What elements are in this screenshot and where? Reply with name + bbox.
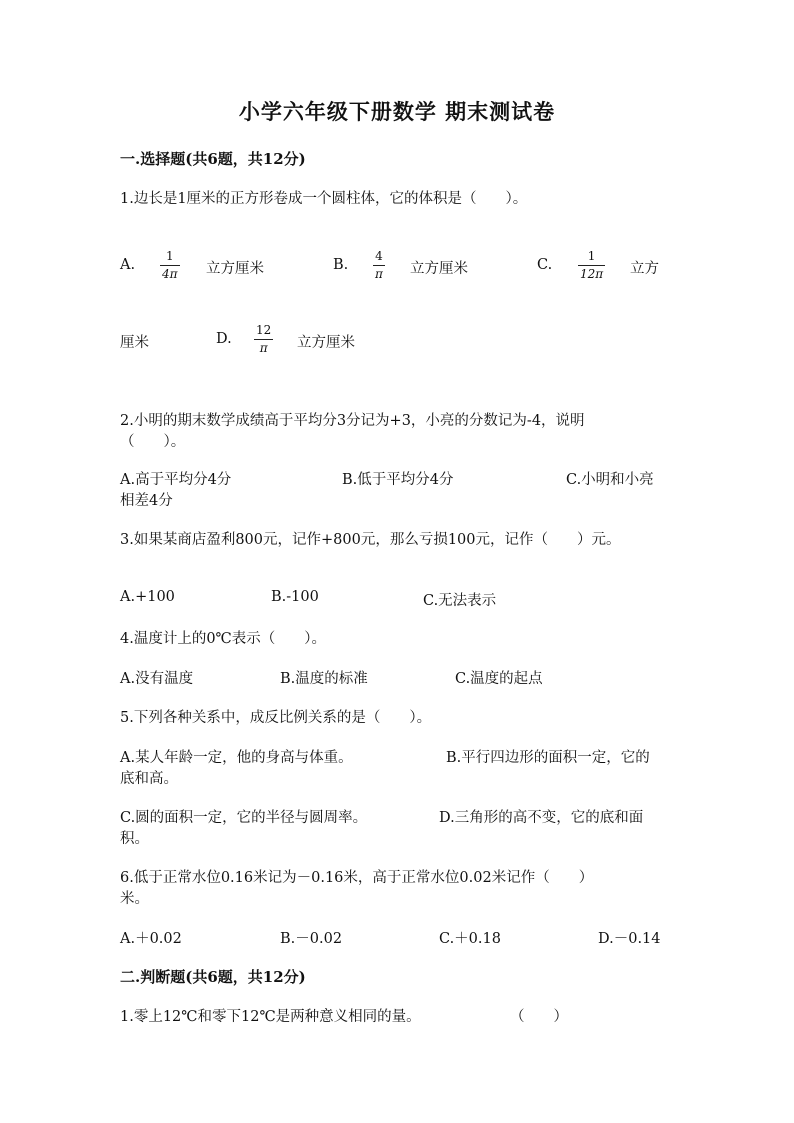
q6-option-d: D.－0.14 [598, 931, 661, 947]
q2-option-c-wrap: 相差4分 [120, 493, 173, 509]
q1-option-d-unit: 立方厘米 [297, 335, 355, 351]
question-1-stem: 1.边长是1厘米的正方形卷成一个圆柱体，它的体积是（ ）。 [120, 191, 528, 207]
question-2-stem: 2.小明的期末数学成绩高于平均分3分记为+3，小亮的分数记为-4，说明 [120, 413, 585, 429]
q1-option-c-wrap: 厘米 [120, 335, 149, 351]
q1-option-d-letter: D. [216, 331, 232, 347]
q3-option-b: B.-100 [271, 589, 319, 605]
q6-option-a: A.＋0.02 [120, 931, 182, 947]
fraction-denominator: π [259, 341, 268, 355]
q2-option-c: C.小明和小亮 [566, 472, 654, 488]
fraction-numerator: 4 [375, 249, 383, 263]
judgement-1-answer-blank: （ ） [510, 1009, 568, 1025]
q1-option-c-unit: 立方 [630, 261, 659, 277]
q1-option-d-fraction [254, 324, 273, 355]
fraction-numerator: 1 [165, 249, 174, 263]
fraction-bar [160, 265, 180, 266]
judgement-1-stem: 1.零上12℃和零下12℃是两种意义相同的量。 [120, 1009, 421, 1025]
q5-option-b: B.平行四边形的面积一定，它的 [446, 750, 650, 766]
fraction-bar [254, 339, 273, 340]
q1-option-c-letter: C. [537, 257, 553, 273]
fraction-bar [578, 265, 605, 266]
section-heading-judgement: 二.判断题(共6题，共12分) [120, 968, 306, 986]
q5-option-c: C.圆的面积一定，它的半径与圆周率。 [120, 810, 368, 826]
question-5-stem: 5.下列各种关系中，成反比例关系的是（ ）。 [120, 710, 432, 726]
fraction-denominator: π [375, 267, 383, 281]
fraction-numerator: 12 [256, 323, 272, 337]
question-3-stem: 3.如果某商店盈利800元，记作+800元，那么亏损100元，记作（ ）元。 [120, 532, 621, 548]
q6-option-c: C.＋0.18 [439, 931, 501, 947]
q1-option-b-unit: 立方厘米 [410, 261, 468, 277]
q6-option-b: B.－0.02 [280, 931, 343, 947]
q5-option-a: A.某人年龄一定，他的身高与体重。 [120, 750, 353, 766]
q1-option-c-fraction [578, 250, 605, 281]
q1-option-a-unit: 立方厘米 [206, 261, 264, 277]
q1-option-b-letter: B. [333, 257, 349, 273]
q3-option-c: C.无法表示 [423, 593, 497, 609]
q5-option-b-wrap: 底和高。 [120, 771, 178, 787]
q2-option-b: B.低于平均分4分 [342, 472, 454, 488]
fraction-denominator: 12π [580, 267, 604, 281]
q4-option-b: B.温度的标准 [280, 671, 368, 687]
question-4-stem: 4.温度计上的0℃表示（ ）。 [120, 631, 327, 647]
q5-option-d-wrap: 积。 [120, 831, 149, 847]
q1-option-a-letter: A. [120, 257, 136, 273]
q4-option-c: C.温度的起点 [455, 671, 543, 687]
q4-option-a: A.没有温度 [120, 671, 194, 687]
question-6-stem: 6.低于正常水位0.16米记为－0.16米，高于正常水位0.02米记作（ ） [120, 870, 594, 886]
section-heading-choice: 一.选择题(共6题，共12分) [120, 150, 306, 168]
q1-option-b-fraction [373, 250, 385, 281]
q2-option-a: A.高于平均分4分 [120, 472, 232, 488]
q1-option-a-fraction [160, 250, 180, 281]
page-title: 小学六年级下册数学 期末测试卷 [238, 99, 556, 124]
question-2-stem-wrap: （ ）。 [120, 434, 186, 450]
question-6-stem-wrap: 米。 [120, 891, 149, 907]
fraction-numerator: 1 [587, 249, 596, 263]
fraction-denominator: 4π [162, 267, 178, 281]
fraction-bar [373, 265, 385, 266]
q5-option-d: D.三角形的高不变，它的底和面 [439, 810, 644, 826]
q3-option-a: A.+100 [120, 589, 175, 605]
